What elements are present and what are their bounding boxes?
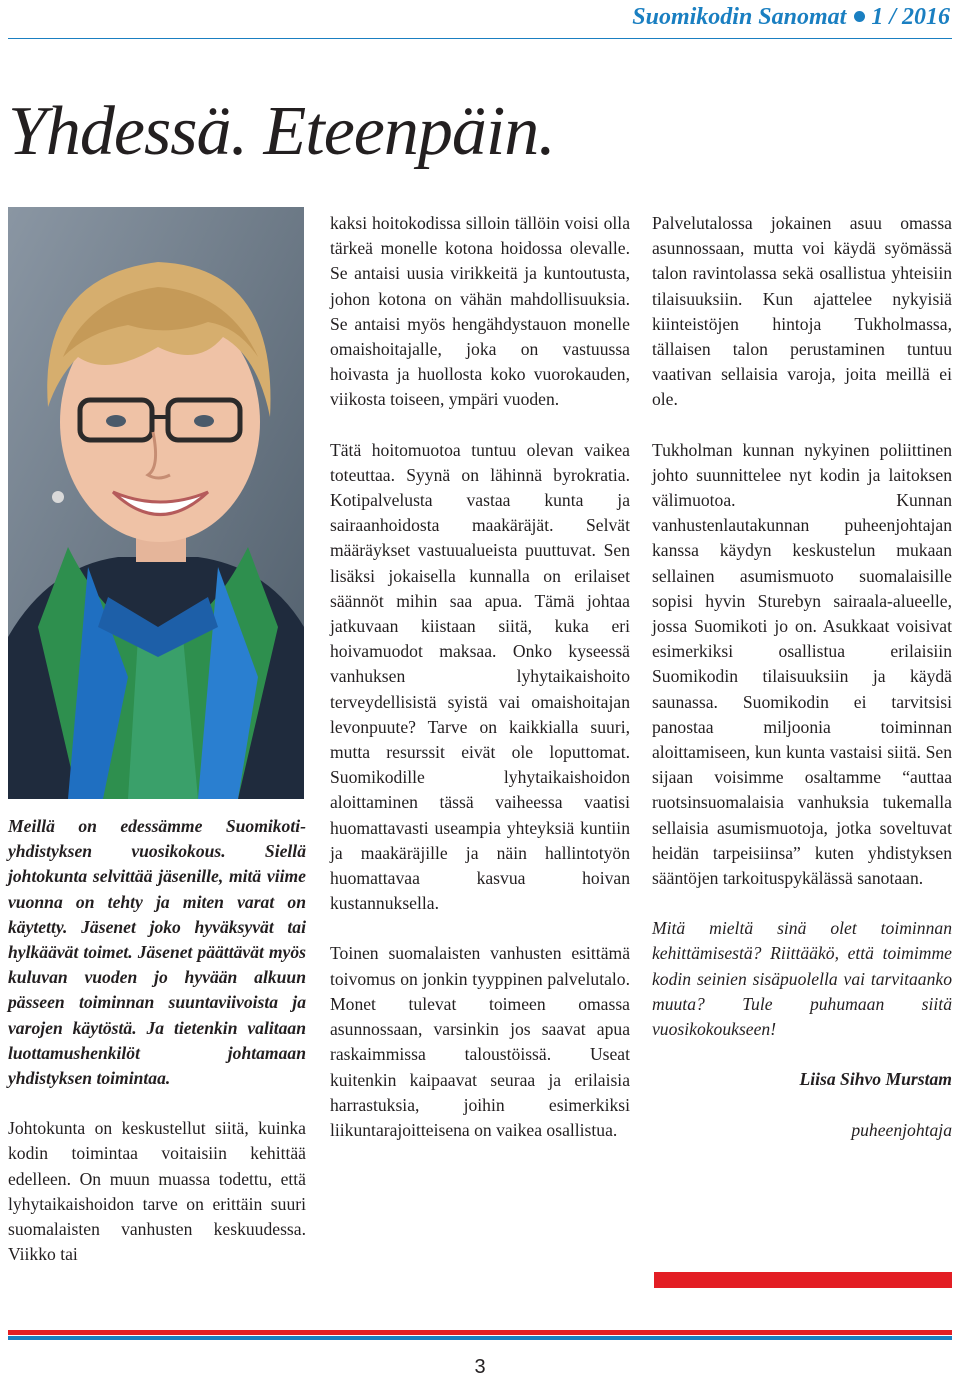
top-rule [8, 38, 952, 39]
issue-number: 1 / 2016 [871, 4, 950, 30]
body-paragraph: Toinen suomalaisten vanhusten esittämä toivomus on jonkin tyyppinen palvelutalo. Monet tulevat toimeen omassa asunnossaan, varsinkin jos saavat apua raskaimmissa taloustöissä. Useat kuitenkin kaipaavat seuraa ja erilaisia harrastuksia, joihin esimerkiksi liikuntarajoitteisena on vaikea osallistua. [330, 943, 630, 1140]
footer-red-stripe [8, 1330, 952, 1335]
body-paragraph: Tukholman kunnan nykyinen poliittinen johto suunnittelee nyt kodin ja laitoksen välimuotoa. Kunnan vanhustenlautakunnan puheenjohtajan kanssa käydyn keskustelun mukaan sellainen asumismuoto suomalaisille sopisi hyvin Sturebyn sairaala-alueelle, jossa Suomikoti jo on. Asukkaat voisivat esimerkiksi osallistua erilaisiin Suomikodin tilaisuuksiin ja käydä saunassa. Suomikodin ei tarvitsisi panostaa miljoonia toiminnan aloittamiseen, kun kunta vastaisi siitä. Sen sijaan voisimme osaltamme “auttaa ruotsinsuomalaisia vanhuksia tukemalla sellaisia asumismuotoja, jotka soveltuvat heidän tarpeisiinsa” kuten yhdistyksen sääntöjen tarkoituspykälässä sanotaan. [652, 439, 952, 889]
red-accent-bar [654, 1272, 952, 1288]
page-number: 3 [474, 1356, 486, 1378]
signature-role: puheenjohtaja [851, 1119, 952, 1140]
bullet-dot-icon [854, 11, 865, 22]
portrait-illustration [8, 207, 304, 799]
signature-name: Liisa Sihvo Murstam [799, 1069, 952, 1090]
portrait-photo [8, 207, 304, 799]
body-paragraph: kaksi hoitokodissa silloin tällöin voisi olla tärkeä monelle kotona hoidossa olevalle. Se antaisi uusia virikkeitä ja kuntoutusta, johon kotona on vähän mahdollisuuksia. Se antaisi myös hengähdystauon monelle omaishoitajalle, joka on vastuussa hoivasta ja huollosta koko vuorokauden, viikosta toiseen, ympäri vuoden. [330, 213, 630, 410]
body-paragraph: Johtokunta on keskustellut siitä, kuinka kodin toimintaa voitaisiin kehittää edelleen. On muun muassa todettu, että lyhytaikaishoidon tarve on erittäin suuri suomalaisten vanhusten keskuudessa. Viikko tai [8, 1118, 306, 1265]
column-3 [652, 211, 952, 1168]
column-1 [8, 814, 306, 1292]
column-2 [330, 211, 630, 1168]
publication-name: Suomikodin Sanomat [632, 4, 847, 30]
lead-paragraph: Meillä on edessämme Suomikoti-yhdistyksen vuosikokous. Siellä johtokunta selvittää jäsenille, mitä viime vuonna on tehty ja miten varat on käytetty. Jäsenet joko hyväksyvät tai hylkäävät toimet. Jäsenet päättävät myös kuluvan vuoden jo hyvään alkuun pässeen toiminnan suuntaviivoista ja varojen käytöstä. Ja tietenkin valitaan luottamushenkilöt johtamaan yhdistyksen toimintaa. [8, 816, 306, 1089]
page-title: Yhdessä. Eteenpäin. [8, 93, 555, 170]
closing-question: Mitä mieltä sinä olet toiminnan kehittämisestä? Riittääkö, että toimimme kodin seinien sisäpuolella vai tarvitaanko muuta? Tule puhumaan siitä vuosikokoukseen! [652, 918, 952, 1040]
body-paragraph: Palvelutalossa jokainen asuu omassa asunnossaan, mutta voi käydä syömässä talon ravintolassa sekä osallistua yhteisiin tilaisuuksiin. Kun ajattelee nykyisiä kiinteistöjen hintoja Tukholmassa, tällaisen talon perustaminen tuntuu vaativan sellaisia varoja, joita meillä ei ole. [652, 213, 952, 410]
footer-blue-stripe [8, 1336, 952, 1340]
body-paragraph: Tätä hoitomuotoa tuntuu olevan vaikea toteuttaa. Syynä on lähinnä byrokratia. Kotipalvelusta vastaa kunta ja sairaanhoidosta maakäräjät. Selvät määräykset vastuualueista puuttuvat. Sen lisäksi jokaisella kunnalla on erilaiset säännöt mihin saa apua. Tämä johtaa jatkuvaan kiistaan siitä, kuka eri hoivamuodot maksaa. Onko kyseessä vanhuksen lyhytaikaishoito terveydellisistä syistä vai omaishoitajan levonpuute? Tarve on kaikkialla suuri, mutta resurssit eivät ole loputtomat. Suomikodille lyhytaikaishoidon aloittaminen tässä vaiheessa vaatisi huomattavasti useampia yhteyksiä kuntiin ja maakäräjille ja näin hallintotyön huomattavaa kasvua hoivan kustannuksella. [330, 439, 630, 914]
masthead [632, 0, 950, 34]
